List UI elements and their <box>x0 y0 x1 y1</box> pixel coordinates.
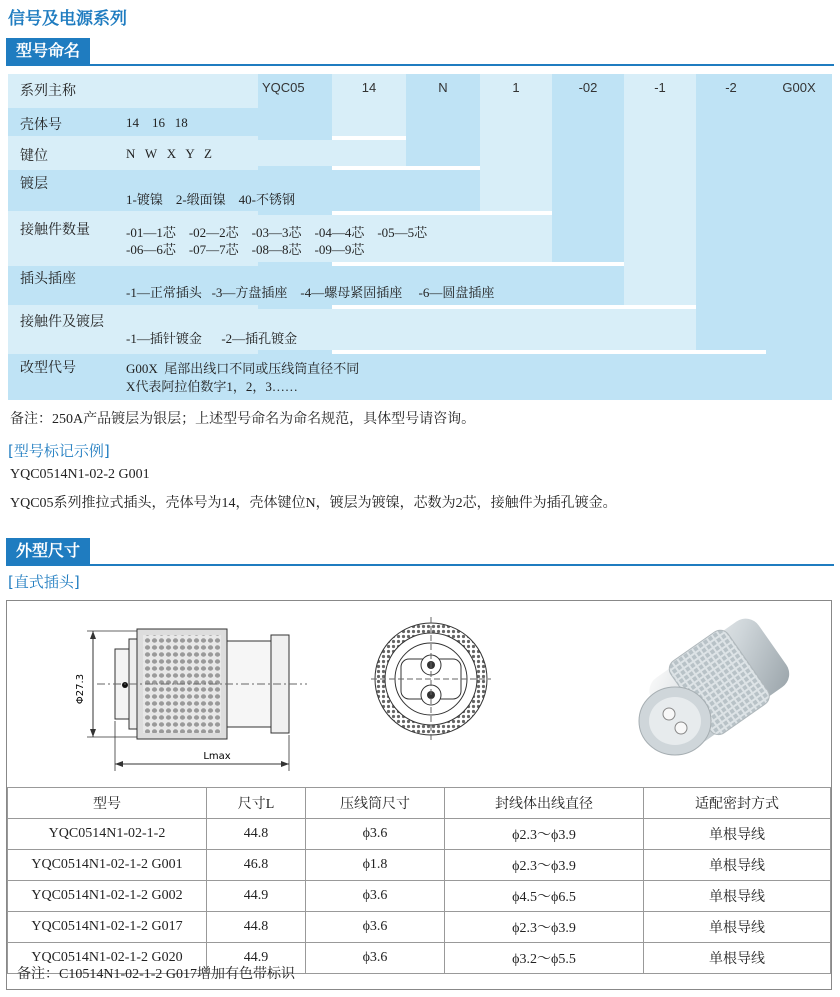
section-dims-header <box>6 538 834 566</box>
col-header-length: 尺寸L <box>207 788 306 819</box>
row-label-plug: 插头插座 <box>20 271 76 287</box>
example-code: YQC0514N1-02-2 G001 <box>10 467 150 482</box>
col-header-sealing: 适配密封方式 <box>644 788 831 819</box>
cell-crimp-size: ϕ3.6 <box>306 819 445 850</box>
cell-crimp-size: ϕ1.8 <box>306 850 445 881</box>
code-series: YQC05 <box>262 80 305 95</box>
code-modification: G00X <box>782 80 816 95</box>
section-divider <box>6 64 834 66</box>
row-text-contacts-1: -01—1芯 -02—2芯 -03—3芯 -04—4芯 -05—5芯 <box>126 225 428 240</box>
table-row <box>8 912 831 943</box>
naming-note: 备注：250A产品镀层为银层；上述型号命名为命名规范，具体型号请咨询。 <box>10 412 476 427</box>
cell-sealing: 单根导线 <box>644 943 831 974</box>
cell-sealing: 单根导线 <box>644 850 831 881</box>
example-description: YQC05系列推拉式插头，壳体号为14，壳体键位N，镀层为镀镍，芯数为2芯，接触件为插孔镀金。 <box>10 496 617 511</box>
straight-plug-heading: [直式插头] <box>8 573 80 591</box>
cell-crimp-size: ϕ3.6 <box>306 912 445 943</box>
table-row <box>8 819 831 850</box>
spec-table <box>7 787 831 974</box>
naming-table <box>8 74 832 400</box>
cell-cable-diameter: ϕ2.3～ϕ3.9 <box>445 819 644 850</box>
cell-sealing: 单根导线 <box>644 819 831 850</box>
spec-note: 备注：C10514N1-02-1-2 G017增加有色带标识 <box>17 967 296 982</box>
side-view-drawing <box>67 609 357 781</box>
row-text-contacts-2: -06—6芯 -07—7芯 -08—8芯 -09—9芯 <box>126 242 365 257</box>
cell-length: 44.8 <box>207 912 306 943</box>
cell-sealing: 单根导线 <box>644 881 831 912</box>
cell-crimp-size: ϕ3.6 <box>306 943 445 974</box>
cell-cable-diameter: ϕ2.3～ϕ3.9 <box>445 912 644 943</box>
section-dims-title: 外型尺寸 <box>6 538 90 564</box>
row-text-plating: 1-镀镍 2-缎面镍 40-不锈钢 <box>126 192 295 207</box>
row-bg-modification <box>8 354 766 400</box>
cell-cable-diameter: ϕ3.2～ϕ5.5 <box>445 943 644 974</box>
spec-table-header <box>8 788 831 819</box>
naming-block-modification <box>766 74 832 400</box>
section-naming-title: 型号命名 <box>6 38 90 64</box>
section-naming-header <box>6 38 834 66</box>
cell-length: 44.9 <box>207 881 306 912</box>
code-plug: -1 <box>654 80 666 95</box>
row-label-shell: 壳体号 <box>20 117 62 133</box>
row-text-modification-1: G00X 尾部出线口不同或压线筒直径不同 <box>126 361 360 376</box>
table-row <box>8 850 831 881</box>
naming-block-contacts <box>552 74 624 262</box>
row-bg-contact-plating <box>8 309 696 350</box>
cell-model: YQC0514N1-02-1-2 G017 <box>8 912 207 943</box>
row-text-key: N W X Y Z <box>126 146 212 161</box>
cell-model: YQC0514N1-02-1-2 G020 <box>8 943 207 974</box>
row-text-shell: 14 16 18 <box>126 115 188 130</box>
code-plating: 1 <box>512 80 520 95</box>
cell-sealing: 单根导线 <box>644 912 831 943</box>
header-label: 系列主称 <box>20 83 76 99</box>
code-key: N <box>438 80 448 95</box>
section-divider <box>6 564 834 566</box>
dimension-panel <box>6 600 832 990</box>
cell-cable-diameter: ϕ4.5～ϕ6.5 <box>445 881 644 912</box>
product-photo <box>617 611 797 771</box>
cell-cable-diameter: ϕ2.3～ϕ3.9 <box>445 850 644 881</box>
row-label-modification: 改型代号 <box>20 360 76 376</box>
naming-block-plug <box>624 74 696 305</box>
table-row <box>8 881 831 912</box>
row-label-contact-plating: 接触件及镀层 <box>20 314 104 330</box>
cell-crimp-size: ϕ3.6 <box>306 881 445 912</box>
row-text-plug: -1—正常插头 -3—方盘插座 -4—螺母紧固插座 -6—圆盘插座 <box>126 285 495 300</box>
col-header-model: 型号 <box>8 788 207 819</box>
diameter-label: Φ27.3 <box>75 673 86 705</box>
cell-length: 46.8 <box>207 850 306 881</box>
row-label-plating: 镀层 <box>20 176 48 192</box>
row-text-contact-plating: -1—插针镀金 -2—插孔镀金 <box>126 331 298 346</box>
row-label-contacts: 接触件数量 <box>20 222 90 238</box>
code-contact-plating: -2 <box>725 80 737 95</box>
col-header-crimp-size: 压线筒尺寸 <box>306 788 445 819</box>
col-header-cable-diameter: 封线体出线直径 <box>445 788 644 819</box>
end-view-drawing <box>371 609 521 759</box>
code-contacts: -02 <box>578 80 598 95</box>
row-label-key: 键位 <box>20 148 48 164</box>
example-heading: [型号标记示例] <box>8 442 110 460</box>
naming-block-contact-plating <box>696 74 766 350</box>
code-shell: 14 <box>361 80 377 95</box>
row-text-modification-2: X代表阿拉伯数字1，2，3…… <box>126 379 298 394</box>
cell-model: YQC0514N1-02-1-2 <box>8 819 207 850</box>
cell-model: YQC0514N1-02-1-2 G001 <box>8 850 207 881</box>
cell-length: 44.9 <box>207 943 306 974</box>
length-label: Lmax <box>203 751 231 762</box>
cell-model: YQC0514N1-02-1-2 G002 <box>8 881 207 912</box>
page-title: 信号及电源系列 <box>8 9 127 29</box>
cell-length: 44.8 <box>207 819 306 850</box>
